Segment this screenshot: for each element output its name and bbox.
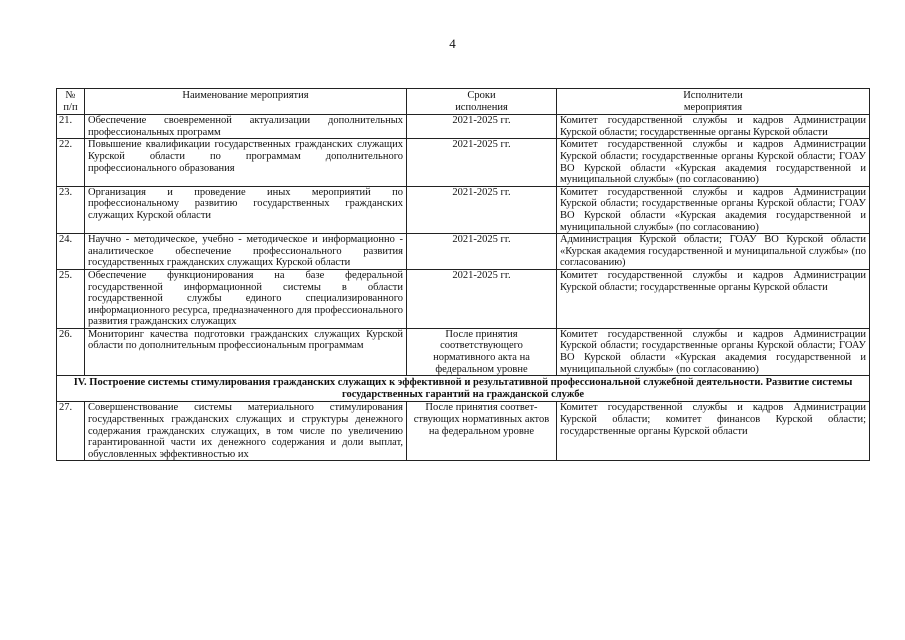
row-number: 27. bbox=[57, 402, 85, 461]
row-number: 24. bbox=[57, 234, 85, 270]
header-number: № п/п bbox=[57, 89, 85, 115]
section-heading: IV. Построение системы стимулирования гражданских служащих к эффективной и результативной профессиональной служебной деятельности. Развитие системы государственных гарантий на гражданской службе bbox=[57, 376, 870, 402]
page-number: 4 bbox=[449, 36, 456, 51]
table-row bbox=[57, 139, 870, 186]
table-row bbox=[57, 234, 870, 270]
table-row bbox=[57, 269, 870, 328]
row-activity: Повышение квалификации государственных гражданских служащих Курской области по программам дополнительного профессионального образования bbox=[85, 139, 407, 186]
row-activity: Совершенствование системы материального стимулирования государственных гражданских служащих и структуры денежного содержания гражданских служащих, в том числе по увеличению гарантированной части их денежного содержания и доли выплат, обусловленных эффективностью их bbox=[85, 402, 407, 461]
header-activity-name: Наименование мероприятия bbox=[85, 89, 407, 115]
row-activity: Организация и проведение иных мероприятий по профессиональному развитию государственных гражданских служащих Курской области bbox=[85, 186, 407, 233]
row-number: 22. bbox=[57, 139, 85, 186]
table-header-row bbox=[57, 89, 870, 115]
table-row bbox=[57, 402, 870, 461]
row-deadline: 2021-2025 гг. bbox=[407, 269, 557, 328]
row-activity: Мониторинг качества подготовки гражданских служащих Курской области по дополнительным профессиональным программам bbox=[85, 328, 407, 375]
row-deadline: 2021-2025 гг. bbox=[407, 115, 557, 139]
row-activity: Обеспечение функционирования на базе федеральной государственной информационной системы в области государственной службы единого специализированного информационного ресурса, предназначенного для профессионального развития гражданских служащих bbox=[85, 269, 407, 328]
table-row bbox=[57, 115, 870, 139]
row-executors: Комитет государственной службы и кадров Администрации Курской области; государственные органы Курской области; ГОАУ ВО Курской области «Курская академия государственной и муниципальной службы» (по согласованию) bbox=[557, 139, 870, 186]
table-row bbox=[57, 328, 870, 375]
row-number: 21. bbox=[57, 115, 85, 139]
row-number: 25. bbox=[57, 269, 85, 328]
row-executors: Комитет государственной службы и кадров Администрации Курской области; государственные органы Курской области bbox=[557, 269, 870, 328]
header-executors: Исполнители мероприятия bbox=[557, 89, 870, 115]
row-executors: Комитет государственной службы и кадров Администрации Курской области; комитет финансов Курской области; государственные органы Курской области bbox=[557, 402, 870, 461]
row-number: 26. bbox=[57, 328, 85, 375]
row-deadline: 2021-2025 гг. bbox=[407, 234, 557, 270]
row-deadline: После принятия соответствующего нормативного акта на федеральном уровне bbox=[407, 328, 557, 375]
row-deadline: 2021-2025 гг. bbox=[407, 139, 557, 186]
header-deadline: Сроки исполнения bbox=[407, 89, 557, 115]
row-executors: Администрация Курской области; ГОАУ ВО Курской области «Курская академия государственной и муниципальной службы» (по согласованию) bbox=[557, 234, 870, 270]
row-deadline: После принятия соответ-ствующих нормативных актов на федеральном уровне bbox=[407, 402, 557, 461]
row-activity: Научно - методическое, учебно - методическое и информационно - аналитическое обеспечение профессионального развития государственных гражданских служащих Курской области bbox=[85, 234, 407, 270]
table-row bbox=[57, 186, 870, 233]
row-executors: Комитет государственной службы и кадров Администрации Курской области; государственные органы Курской области; ГОАУ ВО Курской области «Курская академия государственной и муниципальной службы» (по согласованию) bbox=[557, 328, 870, 375]
row-executors: Комитет государственной службы и кадров Администрации Курской области; государственные органы Курской области bbox=[557, 115, 870, 139]
activities-table bbox=[56, 88, 870, 461]
row-number: 23. bbox=[57, 186, 85, 233]
row-executors: Комитет государственной службы и кадров Администрации Курской области; государственные органы Курской области; ГОАУ ВО Курской области «Курская академия государственной и муниципальной службы» (по согласованию) bbox=[557, 186, 870, 233]
row-activity: Обеспечение своевременной актуализации дополнительных профессиональных программ bbox=[85, 115, 407, 139]
section-heading-row bbox=[57, 376, 870, 402]
row-deadline: 2021-2025 гг. bbox=[407, 186, 557, 233]
